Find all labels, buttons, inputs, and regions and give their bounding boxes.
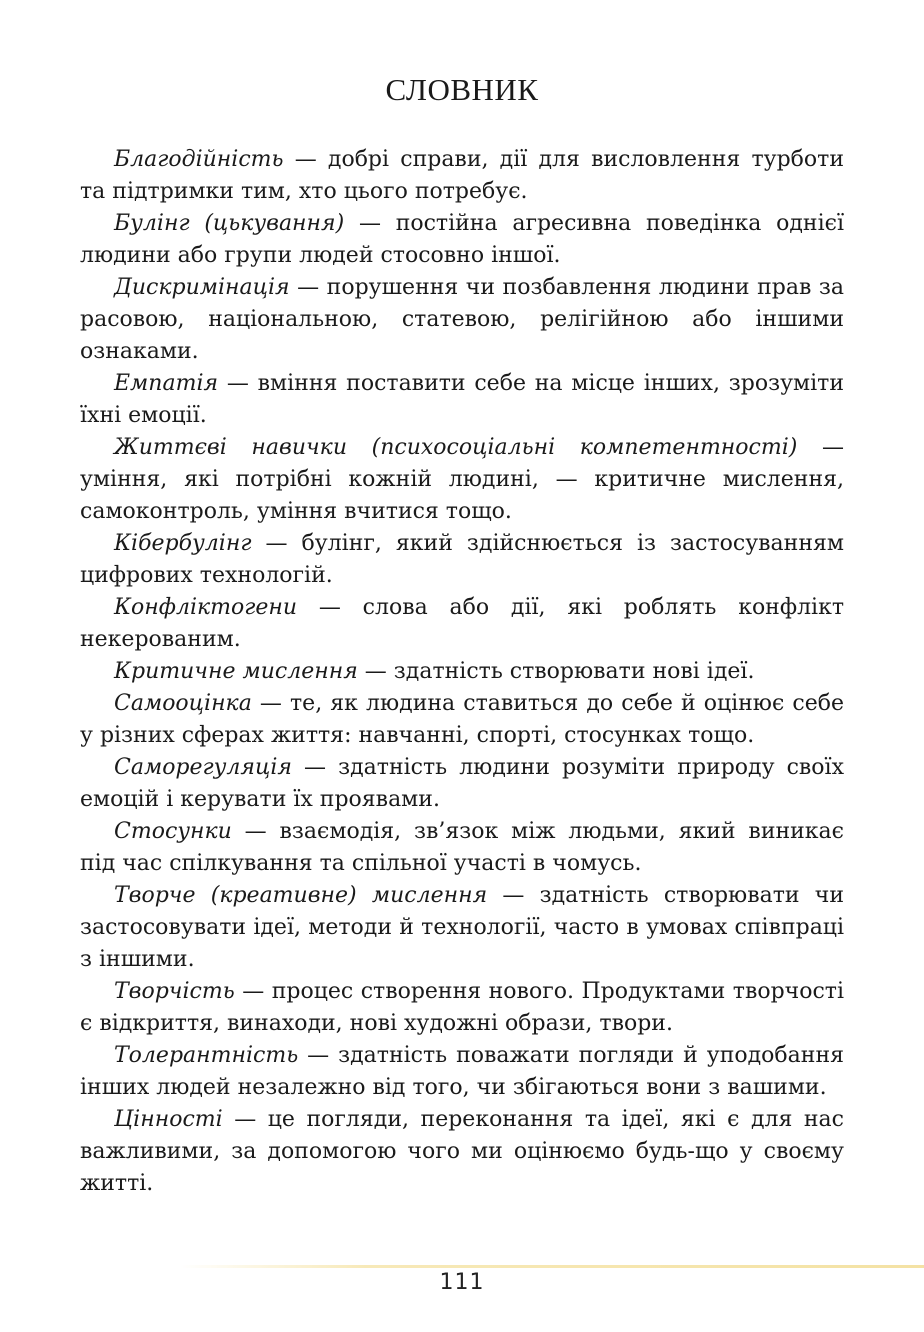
glossary-entry xyxy=(80,144,844,208)
glossary-entry xyxy=(80,592,844,656)
glossary-term: Толерантність xyxy=(114,1043,299,1068)
glossary-definition: — здатність створювати чи застосовувати ідеї, методи й технології, часто в умовах співпраці з іншими. xyxy=(80,883,844,972)
glossary-term: Критичне мислення xyxy=(114,659,358,684)
glossary-term: Стосунки xyxy=(114,819,232,844)
glossary-list xyxy=(80,144,844,1200)
glossary-term: Благодійність xyxy=(114,147,284,172)
glossary-term: Кібербулінг xyxy=(114,531,252,556)
glossary-entry xyxy=(80,432,844,528)
page-title: СЛОВНИК xyxy=(385,72,539,107)
glossary-definition: — здатність створювати нові ідеї. xyxy=(357,659,755,684)
glossary-definition: — порушення чи позбавлення людини прав за расовою, національною, статевою, релігійною або іншими ознаками. xyxy=(80,275,844,364)
glossary-entry xyxy=(80,1104,844,1200)
glossary-entry xyxy=(80,976,844,1040)
glossary-term: Саморегуляція xyxy=(114,755,292,780)
glossary-definition: — здатність людини розуміти природу своїх емоцій і керувати їх проявами. xyxy=(80,755,844,812)
glossary-term: Конфліктогени xyxy=(114,595,298,620)
glossary-definition: — вміння поставити себе на місце інших, зрозуміти їхні емоції. xyxy=(80,371,844,428)
glossary-entry xyxy=(80,272,844,368)
glossary-entry xyxy=(80,880,844,976)
glossary-definition: — взаємодія, зв’язок між людьми, який виникає під час спілкування та спільної участі в чомусь. xyxy=(80,819,844,876)
glossary-entry xyxy=(80,208,844,272)
glossary-term: Самооцінка xyxy=(114,691,252,716)
glossary-entry xyxy=(80,368,844,432)
glossary-definition: — постійна агресивна поведінка однієї людини або групи людей стосовно іншої. xyxy=(80,211,844,268)
glossary-term: Емпатія xyxy=(114,371,219,396)
glossary-entry xyxy=(80,816,844,880)
page-number: 111 xyxy=(439,1270,485,1295)
glossary-entry xyxy=(80,688,844,752)
glossary-definition: — це погляди, переконання та ідеї, які є для нас важливими, за допомогою чого ми оцінюємо будь-що у своєму житті. xyxy=(80,1107,844,1196)
glossary-definition: — процес створення нового. Продуктами творчості є відкриття, винаходи, нові художні образи, твори. xyxy=(80,979,844,1036)
footer-divider xyxy=(180,1265,924,1268)
glossary-term: Творче (креативне) мислення xyxy=(114,883,488,908)
glossary-entry xyxy=(80,528,844,592)
glossary-definition: — те, як людина ставиться до себе й оцінює себе у різних сферах життя: навчанні, спорті, стосунках тощо. xyxy=(80,691,844,748)
glossary-entry xyxy=(80,1040,844,1104)
glossary-term: Цінності xyxy=(114,1107,223,1132)
glossary-definition: — слова або дії, які роблять конфлікт некерованим. xyxy=(80,595,844,652)
glossary-definition: — здатність поважати погляди й уподобання інших людей незалежно від того, чи збігаються вони з вашими. xyxy=(80,1043,844,1100)
glossary-entry xyxy=(80,656,844,688)
glossary-definition: — добрі справи, дії для висловлення турботи та підтримки тим, хто цього потребує. xyxy=(80,147,844,204)
glossary-definition: — булінг, який здійснюється із застосуванням цифрових технологій. xyxy=(80,531,844,588)
glossary-term: Життєві навички (психосоціальні компетентності) xyxy=(114,435,798,460)
glossary-definition: — уміння, які потрібні кожній людині, — критичне мислення, самоконтроль, уміння вчитися тощо. xyxy=(80,435,844,524)
glossary-term: Булінг (цькування) xyxy=(114,211,345,236)
glossary-term: Дискримінація xyxy=(114,275,290,300)
glossary-term: Творчість xyxy=(114,979,235,1004)
glossary-entry xyxy=(80,752,844,816)
